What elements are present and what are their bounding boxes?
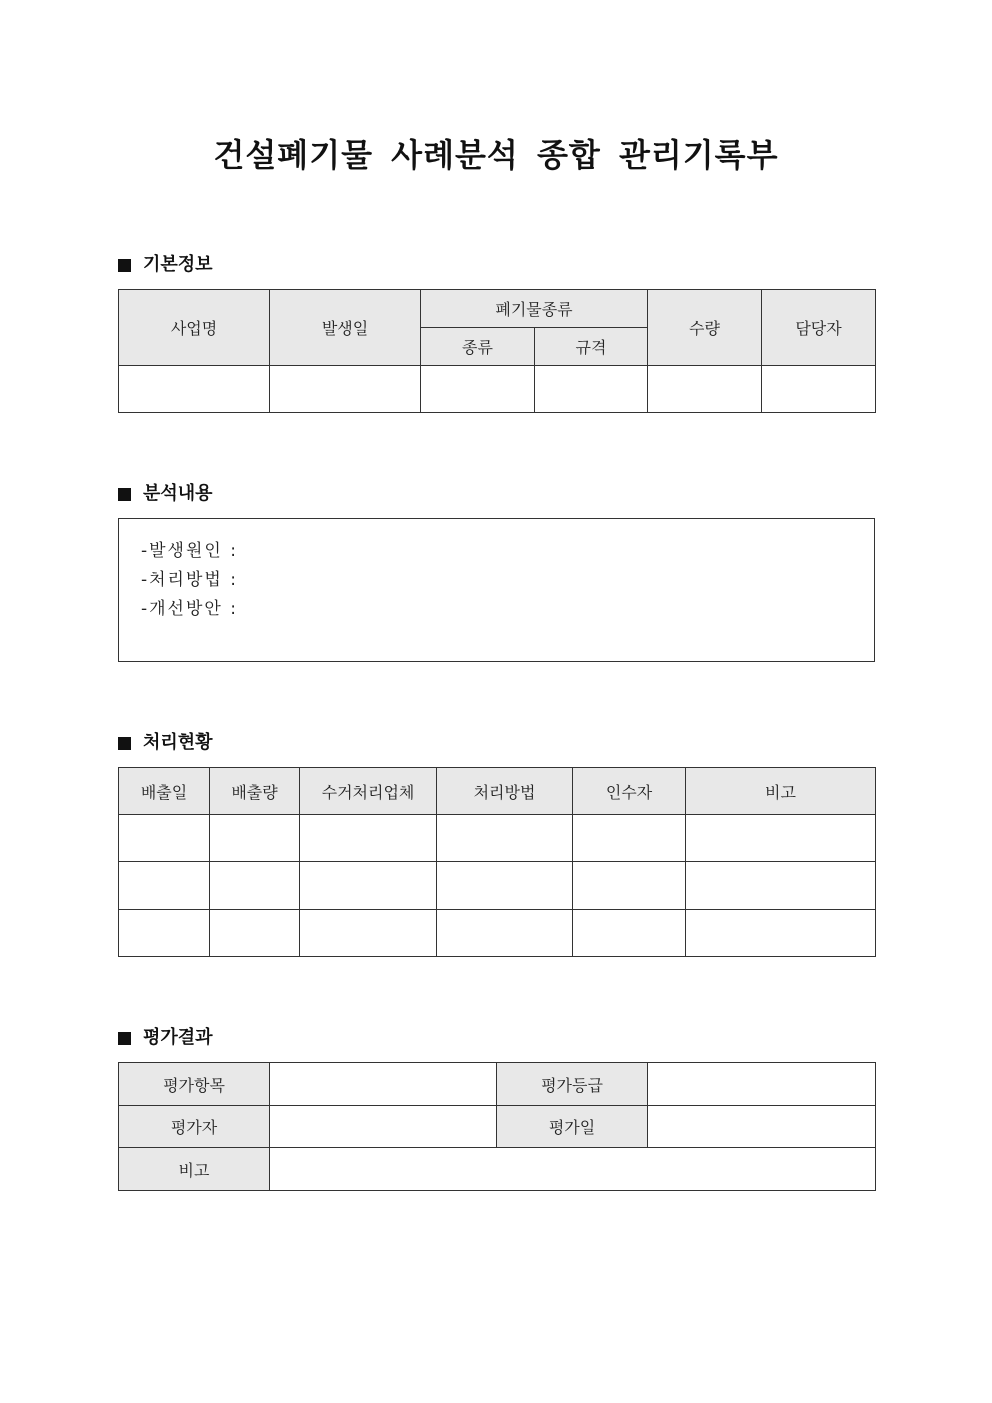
label-evaluation-grade: 평가등급 (497, 1063, 648, 1106)
header-waste-kind: 종류 (421, 328, 535, 366)
remarks-cell[interactable] (686, 910, 876, 957)
remarks-cell[interactable] (686, 815, 876, 862)
evaluator-field[interactable] (270, 1106, 497, 1148)
table-row (119, 815, 876, 862)
section-heading-label: 기본정보 (143, 254, 213, 275)
square-bullet-icon (118, 259, 131, 272)
evaluation-item-field[interactable] (270, 1063, 497, 1106)
table-row (119, 366, 876, 413)
header-processing-method: 처리방법 (437, 768, 573, 815)
collector-cell[interactable] (300, 862, 437, 910)
section-heading-basic-info (118, 253, 213, 277)
header-waste-type-group: 폐기물종류 (421, 290, 648, 328)
waste-kind-field[interactable] (421, 366, 535, 413)
discharge-amount-cell[interactable] (210, 815, 300, 862)
processing-method-cell[interactable] (437, 862, 573, 910)
remarks-field[interactable] (270, 1148, 876, 1191)
processing-table (118, 767, 876, 957)
waste-spec-field[interactable] (535, 366, 648, 413)
receiver-cell[interactable] (573, 910, 686, 957)
processing-method-cell[interactable] (437, 910, 573, 957)
header-waste-spec: 규격 (535, 328, 648, 366)
label-evaluation-item: 평가항목 (119, 1063, 270, 1106)
analysis-method-line: -처리방법 : (141, 570, 238, 590)
section-heading-evaluation (118, 1026, 213, 1050)
evaluation-grade-field[interactable] (648, 1063, 876, 1106)
label-evaluation-date: 평가일 (497, 1106, 648, 1148)
header-project-name: 사업명 (119, 290, 270, 366)
section-heading-label: 분석내용 (143, 483, 213, 504)
occurrence-date-field[interactable] (270, 366, 421, 413)
header-manager: 담당자 (762, 290, 876, 366)
header-remarks: 비고 (686, 768, 876, 815)
section-heading-analysis (118, 482, 213, 506)
header-quantity: 수량 (648, 290, 762, 366)
section-heading-label: 평가결과 (143, 1027, 213, 1048)
section-heading-label: 처리현황 (143, 732, 213, 753)
project-name-field[interactable] (119, 366, 270, 413)
document-title: 건설폐기물 사례분석 종합 관리기록부 (213, 136, 779, 174)
section-heading-processing (118, 731, 213, 755)
evaluation-table (118, 1062, 876, 1191)
receiver-cell[interactable] (573, 862, 686, 910)
analysis-content-box[interactable] (118, 518, 875, 662)
quantity-field[interactable] (648, 366, 762, 413)
discharge-amount-cell[interactable] (210, 910, 300, 957)
header-discharge-amount: 배출량 (210, 768, 300, 815)
square-bullet-icon (118, 737, 131, 750)
evaluation-date-field[interactable] (648, 1106, 876, 1148)
analysis-cause-line: -발생원인 : (141, 541, 238, 561)
discharge-date-cell[interactable] (119, 910, 210, 957)
table-row (119, 910, 876, 957)
header-receiver: 인수자 (573, 768, 686, 815)
processing-method-cell[interactable] (437, 815, 573, 862)
collector-cell[interactable] (300, 815, 437, 862)
header-collector: 수거처리업체 (300, 768, 437, 815)
discharge-date-cell[interactable] (119, 815, 210, 862)
receiver-cell[interactable] (573, 815, 686, 862)
label-remarks: 비고 (119, 1148, 270, 1191)
table-row (119, 862, 876, 910)
basic-info-table (118, 289, 876, 413)
label-evaluator: 평가자 (119, 1106, 270, 1148)
square-bullet-icon (118, 1032, 131, 1045)
header-occurrence-date: 발생일 (270, 290, 421, 366)
manager-field[interactable] (762, 366, 876, 413)
discharge-date-cell[interactable] (119, 862, 210, 910)
collector-cell[interactable] (300, 910, 437, 957)
analysis-improvement-line: -개선방안 : (141, 599, 238, 619)
remarks-cell[interactable] (686, 862, 876, 910)
square-bullet-icon (118, 488, 131, 501)
header-discharge-date: 배출일 (119, 768, 210, 815)
discharge-amount-cell[interactable] (210, 862, 300, 910)
